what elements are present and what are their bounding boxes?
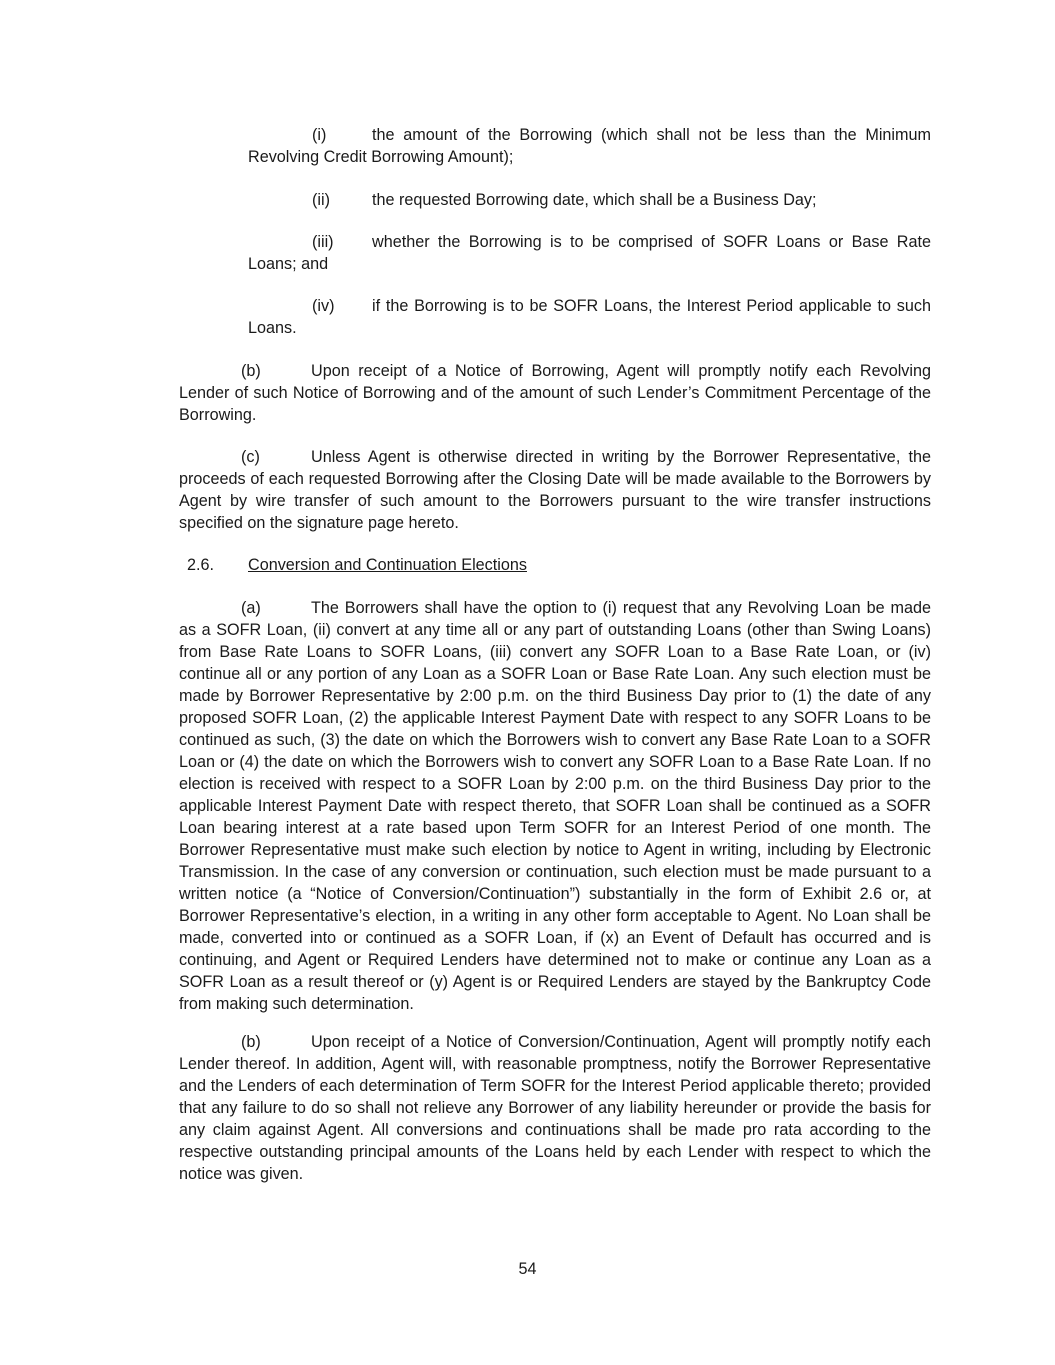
paragraph-c [179, 446, 931, 534]
clause-text: whether the Borrowing is to be comprised of SOFR Loans or Base Rate Loans; and [248, 233, 931, 273]
clause-text: if the Borrowing is to be SOFR Loans, the Interest Period applicable to such Loans. [248, 297, 931, 337]
clause-number: (i) [312, 126, 327, 144]
paragraph-number: (b) [241, 1033, 261, 1051]
paragraph-text: The Borrowers shall have the option to (i) request that any Revolving Loan be made as a SOFR Loan, (ii) convert at any time all or any part of outstanding Loans (other than Swing Loans) from Base Rate Loans to SOFR Loans, (iii) convert any SOFR Loan to a Base Rate Loan, or (iv) continue all or any portion of any Loan as a SOFR Loan or Base Rate Loan. Any such election must be made by Borrower Representative by 2:00 p.m. on the third Business Day prior to (1) the date of any proposed SOFR Loan, (2) the applicable Interest Payment Date with respect to any SOFR Loans to be continued as such, (3) the date on which the Borrowers wish to convert any Base Rate Loan to a SOFR Loan or (4) the date on which the Borrowers wish to convert any SOFR Loan to a Base Rate Loan. If no election is received with respect to a SOFR Loan by 2:00 p.m. on the third Business Day prior to the applicable Interest Payment Date with respect thereto, that SOFR Loan shall be continued as a SOFR Loan bearing interest at a rate based upon Term SOFR for an Interest Period of one month. The Borrower Representative must make such election by notice to Agent in writing, including by Electronic Transmission. In the case of any conversion or continuation, such election must be made pursuant to a written notice (a “Notice of Conversion/Continuation”) substantially in the form of Exhibit 2.6 or, at Borrower Representative’s election, in a writing in any other form acceptable to Agent. No Loan shall be made, converted into or continued as a SOFR Loan, if (x) an Event of Default has occurred and is continuing, and Agent or Required Lenders have determined not to make or continue any Loan as a SOFR Loan as a result thereof or (y) Agent is or Required Lenders are stayed by the Bankruptcy Code from making such determination. [179, 599, 931, 1013]
clause-iv [248, 295, 931, 339]
clause-number: (iv) [312, 297, 335, 315]
paragraph-text: Upon receipt of a Notice of Borrowing, Agent will promptly notify each Revolving Lender of such Notice of Borrowing and of the amount of such Lender’s Commitment Percentage of the Borrowing. [179, 362, 931, 424]
clause-text: the amount of the Borrowing (which shall not be less than the Minimum Revolving Credit Borrowing Amount); [248, 126, 931, 166]
clause-ii [248, 189, 931, 211]
page-number: 54 [518, 1260, 537, 1278]
paragraph-number: (b) [241, 362, 261, 380]
section-number: 2.6. [187, 556, 215, 574]
clause-i [248, 124, 931, 168]
paragraph-text: Unless Agent is otherwise directed in writing by the Borrower Representative, the proceeds of each requested Borrowing after the Closing Date will be made available to the Borrowers by Agent by wire transfer of such amount to the Borrowers pursuant to the wire transfer instructions specified on the signature page hereto. [179, 448, 931, 532]
paragraph-text: Upon receipt of a Notice of Conversion/Continuation, Agent will promptly notify each Lender thereof. In addition, Agent will, with reasonable promptness, notify the Borrower Representative and the Lenders of each determination of Term SOFR for the Interest Period applicable thereto; provided that any failure to do so shall not relieve any Borrower of any liability hereunder or provide the basis for any claim against Agent. All conversions and continuations shall be made pro rata according to the respective outstanding principal amounts of the Loans held by each Lender with respect to which the notice was given. [179, 1033, 931, 1183]
clause-text: the requested Borrowing date, which shall be a Business Day; [372, 191, 817, 209]
section-title: Conversion and Continuation Elections [248, 556, 527, 574]
paragraph-number: (c) [241, 448, 260, 466]
paragraph-b [179, 360, 931, 426]
section-26-paragraph-b [179, 1031, 931, 1185]
clause-iii [248, 231, 931, 275]
clause-number: (ii) [312, 191, 330, 209]
section-26-paragraph-a [179, 597, 931, 1015]
section-heading [187, 554, 527, 576]
clause-number: (iii) [312, 233, 334, 251]
paragraph-number: (a) [241, 599, 261, 617]
